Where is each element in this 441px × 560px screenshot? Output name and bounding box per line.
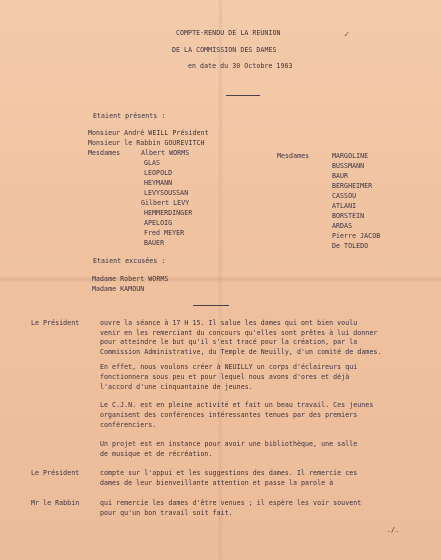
present-left-name: LEOPOLD xyxy=(144,169,173,177)
present-right-name: CASSOU xyxy=(332,192,357,200)
paragraph-line: qui remercie les dames d'être venues ; il espère les voir souvent xyxy=(100,499,362,507)
paragraph-line: En effet, nous voulons créer à NEUILLY un corps d'éclaireurs qui xyxy=(100,363,358,371)
present-left-name: Gilbert LEVY xyxy=(141,199,190,207)
paragraph-line: fonctionnera sous peu et pour lequel nous avons d'ores et déjà xyxy=(100,373,350,381)
present-left-name: APELOIG xyxy=(144,219,173,227)
present-left-name: Fred MEYER xyxy=(144,229,185,237)
present-right-name: Pierre JACOB xyxy=(332,232,381,240)
present-left-prefix: Mesdames xyxy=(88,149,121,157)
excused-heading: Etaient excusées : xyxy=(93,257,166,265)
speaker-label: Mr le Rabbin xyxy=(31,499,80,507)
paragraph-line: l'accord d'une cinquantaine de jeunes. xyxy=(100,383,253,391)
present-right-name: MARGOLINE xyxy=(332,152,369,160)
excused-name: Madame KAMOUN xyxy=(92,285,145,293)
present-right-name: ARDAS xyxy=(332,222,353,230)
paragraph-line: compte sur l'appui et les suggestions des dames. Il remercie ces xyxy=(100,469,358,477)
present-right-prefix: Mesdames xyxy=(277,152,310,160)
section-divider xyxy=(193,305,229,306)
check-mark-icon: ✓ xyxy=(344,30,350,40)
header-title-line1: COMPTE-RENDU DE LA REUNION xyxy=(176,29,281,37)
paragraph-line: venir en les remerciant du concours qu'elles sont prêtes à lui donner xyxy=(100,329,378,337)
paragraph-line: organisent des conférences intéressantes tenues par des premiers xyxy=(100,411,358,419)
present-right-name: BERGHEIMER xyxy=(332,182,373,190)
present-left-name: LEVYSOUSSAN xyxy=(144,189,189,197)
speaker-label: Le Président xyxy=(31,469,80,477)
present-left-name: BAUER xyxy=(144,239,165,247)
present-president-line: Monsieur André WEILL Président xyxy=(88,129,209,137)
paragraph-line: pour qu'un bon travail soit fait. xyxy=(100,509,233,517)
paragraph-line: Le C.J.N. est en pleine activité et fait un beau travail. Ces jeunes xyxy=(100,401,374,409)
present-left-name: HEYMANN xyxy=(144,179,173,187)
present-right-name: BORSTEIN xyxy=(332,212,365,220)
present-right-name: BAUR xyxy=(332,172,349,180)
paragraph-line: pour atteindre le but qu'il s'est tracé pour la création, par la xyxy=(100,338,358,346)
header-date-line: en date du 30 Octobre 1963 xyxy=(188,62,293,70)
paragraph-line: ouvre la séance à 17 H 15. Il salue les dames qui ont bien voulu xyxy=(100,319,358,327)
header-divider xyxy=(226,95,260,96)
paragraph-line: de musique et de récréation. xyxy=(100,450,213,458)
present-left-name: HEMMERDINGER xyxy=(144,209,193,217)
excused-name: Madame Robert WORMS xyxy=(92,275,169,283)
present-rabbin-line: Monsieur le Rabbin GOUREVITCH xyxy=(88,139,205,147)
present-heading: Etaient présents : xyxy=(93,112,166,120)
present-right-name: De TOLEDO xyxy=(332,242,369,250)
present-left-name: GLAS xyxy=(144,159,161,167)
present-right-name: ATLANI xyxy=(332,202,357,210)
paragraph-line: Un projet est en instance pour avoir une bibliothèque, une salle xyxy=(100,440,358,448)
paragraph-line: conférenciers. xyxy=(100,421,157,429)
present-left-name: Albert WORMS xyxy=(141,149,190,157)
speaker-label: Le Président xyxy=(31,319,80,327)
paragraph-line: Commission Administrative, du Temple de Neuilly, d'un comité de dames. xyxy=(100,348,382,356)
header-title-line2: DE LA COMMISSION DES DAMES xyxy=(172,46,277,54)
continuation-mark: ./. xyxy=(387,526,400,534)
present-right-name: BUSSMANN xyxy=(332,162,365,170)
paragraph-line: dames de leur bienveillante attention et passe la parole à xyxy=(100,479,334,487)
